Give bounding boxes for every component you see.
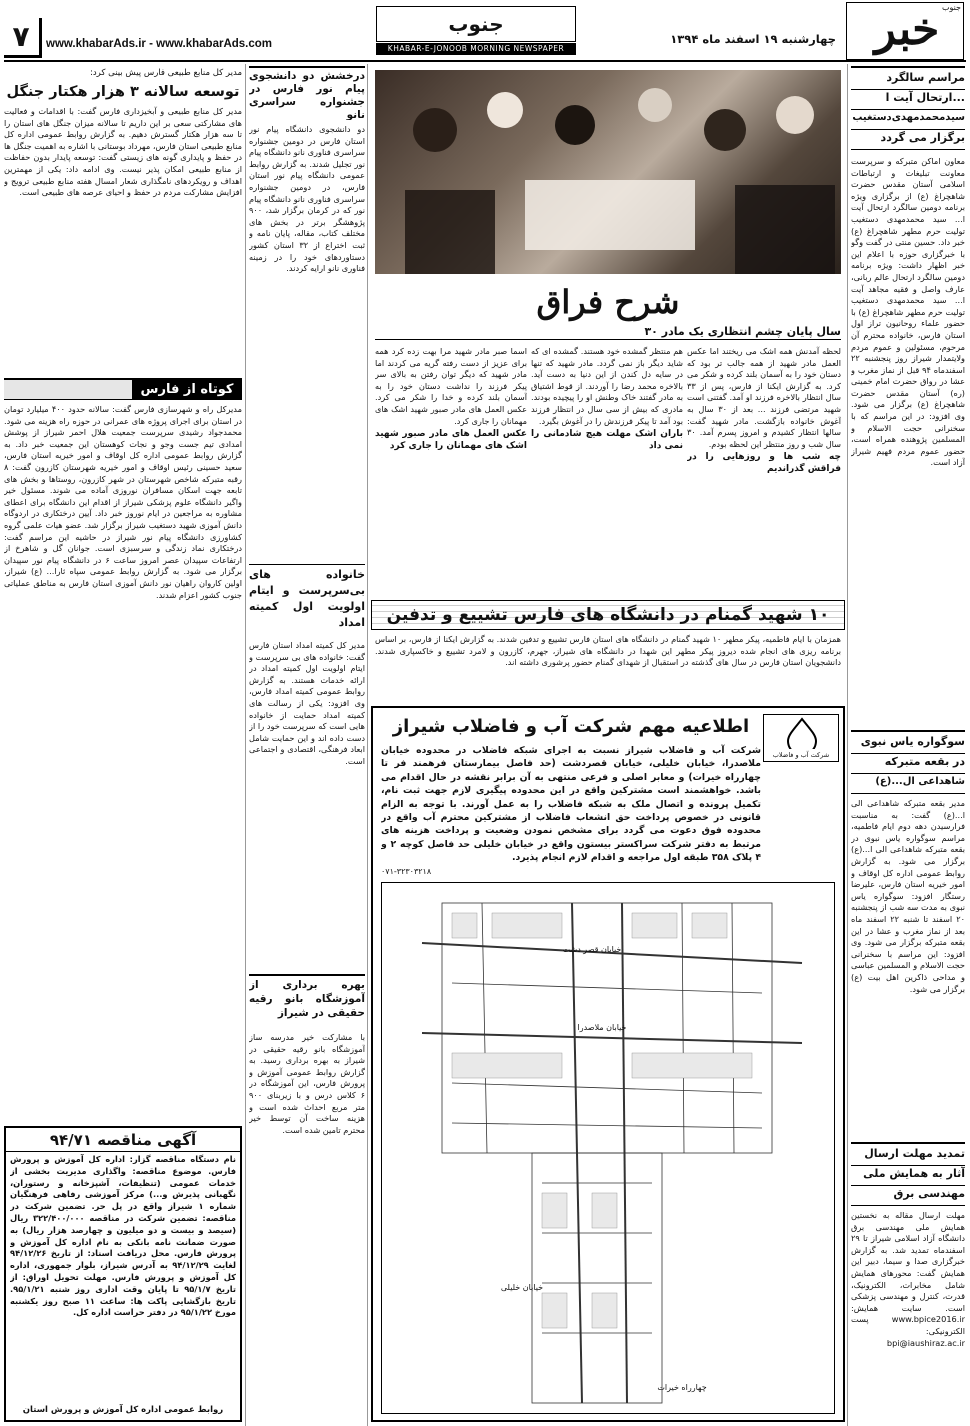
wide-headline-body: همزمان با ایام فاطمیه، پیکر مطهر ۱۰ شهید گمنام در دانشگاه های استان فارس تشییع و تدفین شدند. به گزارش ایکنا از فارس، بر اساس برنامه ریزی های انجام شده دیروز پیکر مطهر این شهدا در دانشگاه های شیراز، جهرم، کازرون و لامرد تشییع و خاکسپاری شدند. دانشجویان استان فارس در سال های گذشته در استقبال از شهدای گمنام حضور پرشوری داشته اند. [375,634,841,668]
col-sep [847,64,848,1426]
logo [846,2,964,60]
box1-title-d: برگزار می گردد [851,130,965,150]
mid-column [249,66,365,1424]
box3-title-c: مهندسی برق [851,1186,965,1206]
story-title: شرح فراق [536,283,680,321]
wide-headline: ۱۰ شهید گمنام در دانشگاه های فارس تشییع و تدفین [386,605,830,625]
ad-title: اطلاعیه مهم شرکت آب و فاضلاب شیراز [392,716,750,737]
story-col-3 [375,346,527,592]
box2-title-c: شاهدا‌عی ال...(ع) [851,774,965,794]
water-drop-icon [764,715,839,749]
page-number-box [4,18,42,58]
box3-body: مهلت ارسال مقاله به نخستین همایش ملی مهندسی برق دانشگاه آزاد اسلامی شیراز تا ۲۹ اسفندماه تمدید شد. به گزارش خبرگزاری صدا و سیما، دبیر این همایش گفت: محورهای همایش شامل مخابرات، الکترونیک، قدرت، کنترل و مهندسی پزشکی است. سایت همایش: www.bpice2016.ir پست الکترونیکی: bpi@iaushiraz.ac.ir [851,1210,965,1348]
box1-title-c: سیدمحمدمهدی‌دستغیب [851,110,965,130]
box2-heading [851,730,965,796]
box2-title-b: در بقعه متبرکه [851,754,965,774]
brief-label: کوتاه از فارس [132,380,242,400]
map-label-mollasadra: خیابان ملاصدرا [577,1023,627,1032]
center-story [371,66,845,594]
logo-text: خبر [874,4,940,55]
box1-title-a: مراسم سالگرد [851,70,965,90]
mid-story1-title: درخشش دو دانشجوی پیام نور فارس در جشنواره سراسری نانو [249,66,365,120]
ad-logo [763,714,839,762]
date-issue: چهارشنبه ۱۹ اسفند ماه ۱۳۹۴ [670,32,836,46]
logo-tag: جنوب [941,3,961,12]
brief-label-box [4,378,242,400]
wide-headline-band [371,600,845,630]
mid-story2-title: خانواده های بی‌سرپرست و ایتام اولویت اول کمیته امداد [249,564,365,638]
sub-banner: KHABAR-E-JONOOB MORNING NEWSPAPER [376,43,576,55]
box2-title-a: سوگواره یاس نبوی [851,734,965,754]
col-sep [367,64,368,1426]
page-number: ۷ [12,20,30,53]
photo-figures [375,70,841,274]
tender-ad [4,1126,242,1422]
col-sep [245,64,246,1426]
ad-logo-text: شرکت آب و فاضلاب [772,751,830,759]
mid-story3-body: با مشارکت خیر مدرسه ساز آموزشگاه بانو رقیه حقیقی در شیراز به بهره برداری رسید. به گزارش روابط عمومی آموزش و پرورش فارس، این آموزشگاه در ۶ کلاس درس و با زیربنای ۹۰۰ متر مربع احداث شده است و هزینه ساخت آن توسط خیر محترم تامین شده است. [249,1032,365,1135]
masthead [0,0,970,64]
box1-title-b: ارتحال آیت ا... [851,90,965,110]
right-column [851,66,965,1424]
box1-body: معاون اماکن متبرکه و سرپرست معاونت تبلیغات و ارتباطات اسلامی آستان مقدس حضرت شاهچراغ (ع) از برگزاری ویژه برنامه دومین سالگرد ارتحال آیت ا... سید محمدمهدی دستغیب تولیت حرم مطهر شاهچراغ (ع) خبر داد. حسین منتی در گفت وگو با خبرگزاری حوزه با اعلام این خبر اظهار داشت: ویژه برنامه دومین سالگرد ارتحال عالم ربانی، عارف واصل و فقیه مجاهد آیت ا... سید محمدمهدی دستغیب تولیت حرم مطهر شاهچراغ (ع) با حضور علماء روحانیون تراز اول استان فارس، خانواده محترم آن مرحوم، مسئولین و عموم مردم ولایتمدار شیراز روز پنجشنبه ۲۲ اسفندماه ۹۴ قبل از نماز مغرب و عشا در رواق حضرت امام خمینی (ره) آستان مقدس حضرت شاهچراغ (ع) برگزار می شود. وی افزود: در این مراسم که با سخنرانی حجت الاسلام و المسلمین پژوهنده همراه است، حضور عموم مردم فهیم شیراز آزاد است. [851,156,965,468]
box1-heading [851,66,965,154]
box3-title-a: تمدید مهلت ارسال [851,1146,965,1166]
website[interactable]: www.khabarAds.ir - www.khabarAds.com [46,38,273,50]
tender-body: نام دستگاه مناقصه گزار: اداره کل آموزش و پرورش فارس. موضوع مناقصه: واگذاری مدیریت بخشی از خدمات عمومی (تنظیفات، آشپزخانه و رستوران، نگهبانی پذیرش و...) مرکز آموزشی رفاهی فرهنگیان شماره ۱ شیراز واقع در پل حر. تضمین شرکت در مناقصه: تضمین شرکت در مناقصه ۳۲۲/۴۰۰/۰۰۰ ریال (سیصد و بیست و دو میلیون و چهارصد هزار ریال) به صورت ضمانت نامه بانکی به نام اداره کل آموزش و پرورش فارس. محل دریافت اسناد: از تاریخ ۹۴/۱۲/۲۶ لغایت ۹۴/۱۲/۲۹ به آدرس شیراز، بلوار جمهوری، اداره کل آموزش و پرورش فارس. مهلت تحویل اوراق: از تاریخ ۹۵/۱/۷ تا پایان وقت اداری روز شنبه ۹۵/۱/۲۱. تاریخ بازگشایی پاکت ها: ساعت ۱۱ صبح روز یکشنبه مورخ ۹۵/۱/۲۲ در دفتر حراست اداره کل. [10,1154,236,1318]
map-label-ghasrdasht: خیابان قصر دشت [562,945,622,954]
story-col-1 [687,346,841,592]
story-col-1-text: لحظه آمدنش همه اشک می ریختند اما عکس العمل مادر شهید از همه جالب تر بود که دستان خود را به آسمان بلند کرده و شکر می کرد. به گزارش ایکنا از فارس، پس از ۳۳ سال انتظار بالاخره فرزند او آمد. گفتنی است شهید مرتضی فرزند ... بعد از ۳۰ سال به آغوش خانواده بازگشت. مادر شهید گفت: سالها انتظار کشیدم و امروز پسرم آمد. ۳۰ سال شب و روز منتظر این لحظه بودم. [687,346,841,449]
left-kicker: مدیر کل منابع طبیعی فارس پیش بینی کرد: [89,68,242,78]
story-subtitle: ۳۰ سال پایان چشم انتظاری یک مادر [375,324,841,340]
left-column [4,66,242,1424]
masthead-rule [4,60,966,62]
story-subhead-2: عکس العمل های مادر صبور شهید اشک های مهمانان را جاری کرد [375,429,527,451]
ad-phone: ۰۷۱-۳۲۳۰۳۲۱۸ [381,867,432,876]
sewer-map [381,882,835,1414]
brief-body: مدیرکل راه و شهرسازی فارس گفت: سالانه حدود ۴۰۰ میلیارد تومان در استان برای اجرای پروژه های عمرانی در حوزه راه هزینه می شود. محمدجواد رشیدی سرپرست جمعیت هلال احمر شیراز از پوشش امدادی تیم جست وجو و نجات کوهستان این جمعیت خبر داد. به گزارش روابط عمومی اداره کل اوقاف و امور خیریه استان فارس، سعید حسینی رئیس اوقاف و امور خیریه شهرستان کازرون گفت: ۸ رقبه متبرکه شاخص شهرستان در شهر کازرون، روستاها و بخش های تابعه جهت اسکان مسافران نوروزی آماده می شوند. مسئول خیر واگیر دانشگاه علوم پزشکی شیراز از اقدام این دانشگاه برای اعطای مشاوره به مراجعین در ایام نوروز خبر داد. آیین درختکاری در اردوگاه دانش آموزی شهید دستغیب شیراز برگزار شد. عضو هیات علمی گروه کشاورزی دانشگاه پیام نور شیراز در حاشیه این مراسم گفت: درختکاری نماد زندگی و سرسبزی است. جوانان گل و شاهرخ از ارتفاعات سپیدان عصر امروز ساعت ۶ در دانشگاه پیام نور سپیدان برگزار می شود. به گزارش روابط عمومی سپاه ثارا... (ع) شیراز، اولین کاروان راهیان نور دانش آموزی استان فارس به مناطق عملیاتی جنوب کشور اعزام شدند. [4,404,242,600]
story-col-2 [531,346,683,592]
map-label-kheyrat: چهارراه خیرات [657,1383,707,1392]
section-title: جنوب [448,12,504,36]
box2-body: مدیر بقعه متبرکه شاهداعی الی ا...(ع) گفت: به مناسبت فرارسیدن دهه دوم ایام فاطمیه، مراسم سوگواره یاس نبوی در بقعه متبرکه شاهداعی الی ا...(ع) برگزار می شود. به گزارش روابط عمومی اداره کل اوقاف و امور خیریه استان فارس، علیرضا رستگار افزود: سوگواره یاس نبوی به مدت سه شب از پنجشنبه ۲۰ اسفند تا شنبه ۲۲ اسفند ماه بعد از نماز مغرب و عشا در این بقعه متبرکه برگزار می شود. وی افزود: این مراسم با سخنرانی حجت الاسلام و المسلمین عباسی و مداحی ذاکرین اهل بیت (ع) برگزار می شود. [851,798,965,994]
mid-story1-body: دو دانشجوی دانشگاه پیام نور استان فارس در دومین جشنواره سراسری فناوری نانو دانشگاه پیام نور تجلیل شدند. به گزارش روابط عمومی دانشگاه پیام نور استان فارس، در دومین جشنواره سراسری فناوری نانو دانشگاه پیام نور که در کرمان برگزار شد، ۹۰۰ پژوهشگر برتر در بخش های مختلف کتاب، مقاله، پایان نامه و ثبت اختراع از ۳۲ استان کشور دستاوردهای خود را در زمینه فناوری نانو ارایه کردند. [249,124,365,274]
mid-story3-title: بهره برداری از آموزشگاه بانو رقیه حقیقی در شیراز [249,974,365,1030]
story-subhead-1: چه شب ها و روزهایی را در فراقش گذراندیم [687,452,841,474]
map-graphic [382,883,835,1414]
story-photo [375,70,841,274]
section-label [376,6,576,42]
story-col-3-text: اسما صبر مادر شهید مرا بهت زده کرد همه برای عزیز از دست رفته گریه می کردند اما مادر شهید که دیگر توان رفتن به بالای سر پیکر فرزند را نداشت دستان خود را به آسمان بلند کرده و خدا را شکر می کرد. عکس العمل های مادر صبور شهید اشک های مهمانان را جاری کرد. [375,346,527,426]
box3-title-b: آثار به همایش ملی [851,1166,965,1186]
tender-title: آگهی مناقصه ۹۴/۷۱ [6,1128,240,1152]
water-ad [371,706,845,1422]
box3-heading [851,1142,965,1208]
ad-body: شرکت آب و فاضلاب شیراز نسبت به اجرای شبکه فاضلاب در محدوده خیابان ملاصدرا، خیابان خلیلی، خیابان قصردشت (حد فاصل بیمارستان فرهمند فر تا چهارراه خیرات) و معابر اصلی و فرعی منتهی به آن برابر نقشه در حال اقدام می باشد. خواهشمند است مشترکین واقع در این محدوده پیگیری لازم جهت ثبت نام، تکمیل پرونده و اتصال ملک به شبکه فاضلاب را به عمل آورند. با توجه به الزام قانونی در خصوص پرداخت حق انشعاب فاضلاب از مشترکین محترم آب واقع در محدوده فوق دعوت می گردد برای مشخص نمودن وضعیت و پرداخت هزینه های مرتبط به دفتر شرکت سراکستر بیستون واقع در خیابان خلیلی حد فاصل کوچه ۲ و ۴ پلاک ۳۵۸ طبقه اول مراجعه و اقدام لازم انجام پذیرد. [381,745,761,864]
map-label-khalili: خیابان خلیلی [500,1283,544,1292]
mid-story2-body: مدیر کل کمیته امداد استان فارس گفت: خانواده های بی سرپرست و ایتام اولویت اول کمیته امداد در ارائه خدمات هستند. به گزارش روابط عمومی کمیته امداد فارس، وی افزود: یکی از رسالت های کمیته امداد حمایت از خانواده هایی است که سرپرست خود را از دست داده اند و این حمایت شامل ابعاد فرهنگی، اقتصادی و اجتماعی است. [249,640,365,766]
left-story1-body: مدیر کل منابع طبیعی و آبخیزداری فارس گفت: با اقدامات و فعالیت های مشارکتی سعی بر این داریم تا سالانه میزان جنگل های استان را تا سه هزار هکتار گسترش دهیم. به گزارش روابط عمومی اداره کل منابع طبیعی استان فارس، مهرداد بوستانی با اشاره به اهمیت جنگل ها در حفظ و پایداری گونه های زیستی گفت: توسعه پایدار بدون حفاظت از منابع طبیعی امکان پذیر نیست. وی ادامه داد: یکی از مهمترین اهداف و رویکردهای نامگذاری شعار امسال هفته منابع طبیعی ترویج و افزایش مشارکت مردم در حفظ و احیای عرصه های طبیعی است. [4,106,242,198]
story-subhead-3: باران اشک مهلت هیچ شادمانی را نمی داد [531,429,683,451]
story-col-2-text: هم منتظر گمشده خود هستند. گمشده ای که شاید دیگر باز نمی گردد. مادر شهید که تنها در سایه دل کندن از این دنیا به دست آید. بالاخره محمد رضا را آوردند. از قوط اشتیاق به مادر گفتند خاک وطنش او را پیچیده بودند. مادری که بیش از سی سال در انتظار فرزند بود آمد تا پیکر فرزندش را در آغوش بگیرد. [531,346,683,426]
left-story1-title: توسعه سالانه ۳ هزار هکتار جنگل [6,84,240,100]
tender-footer: روابط عمومی اداره کل آموزش و پرورش استان [22,1405,224,1415]
